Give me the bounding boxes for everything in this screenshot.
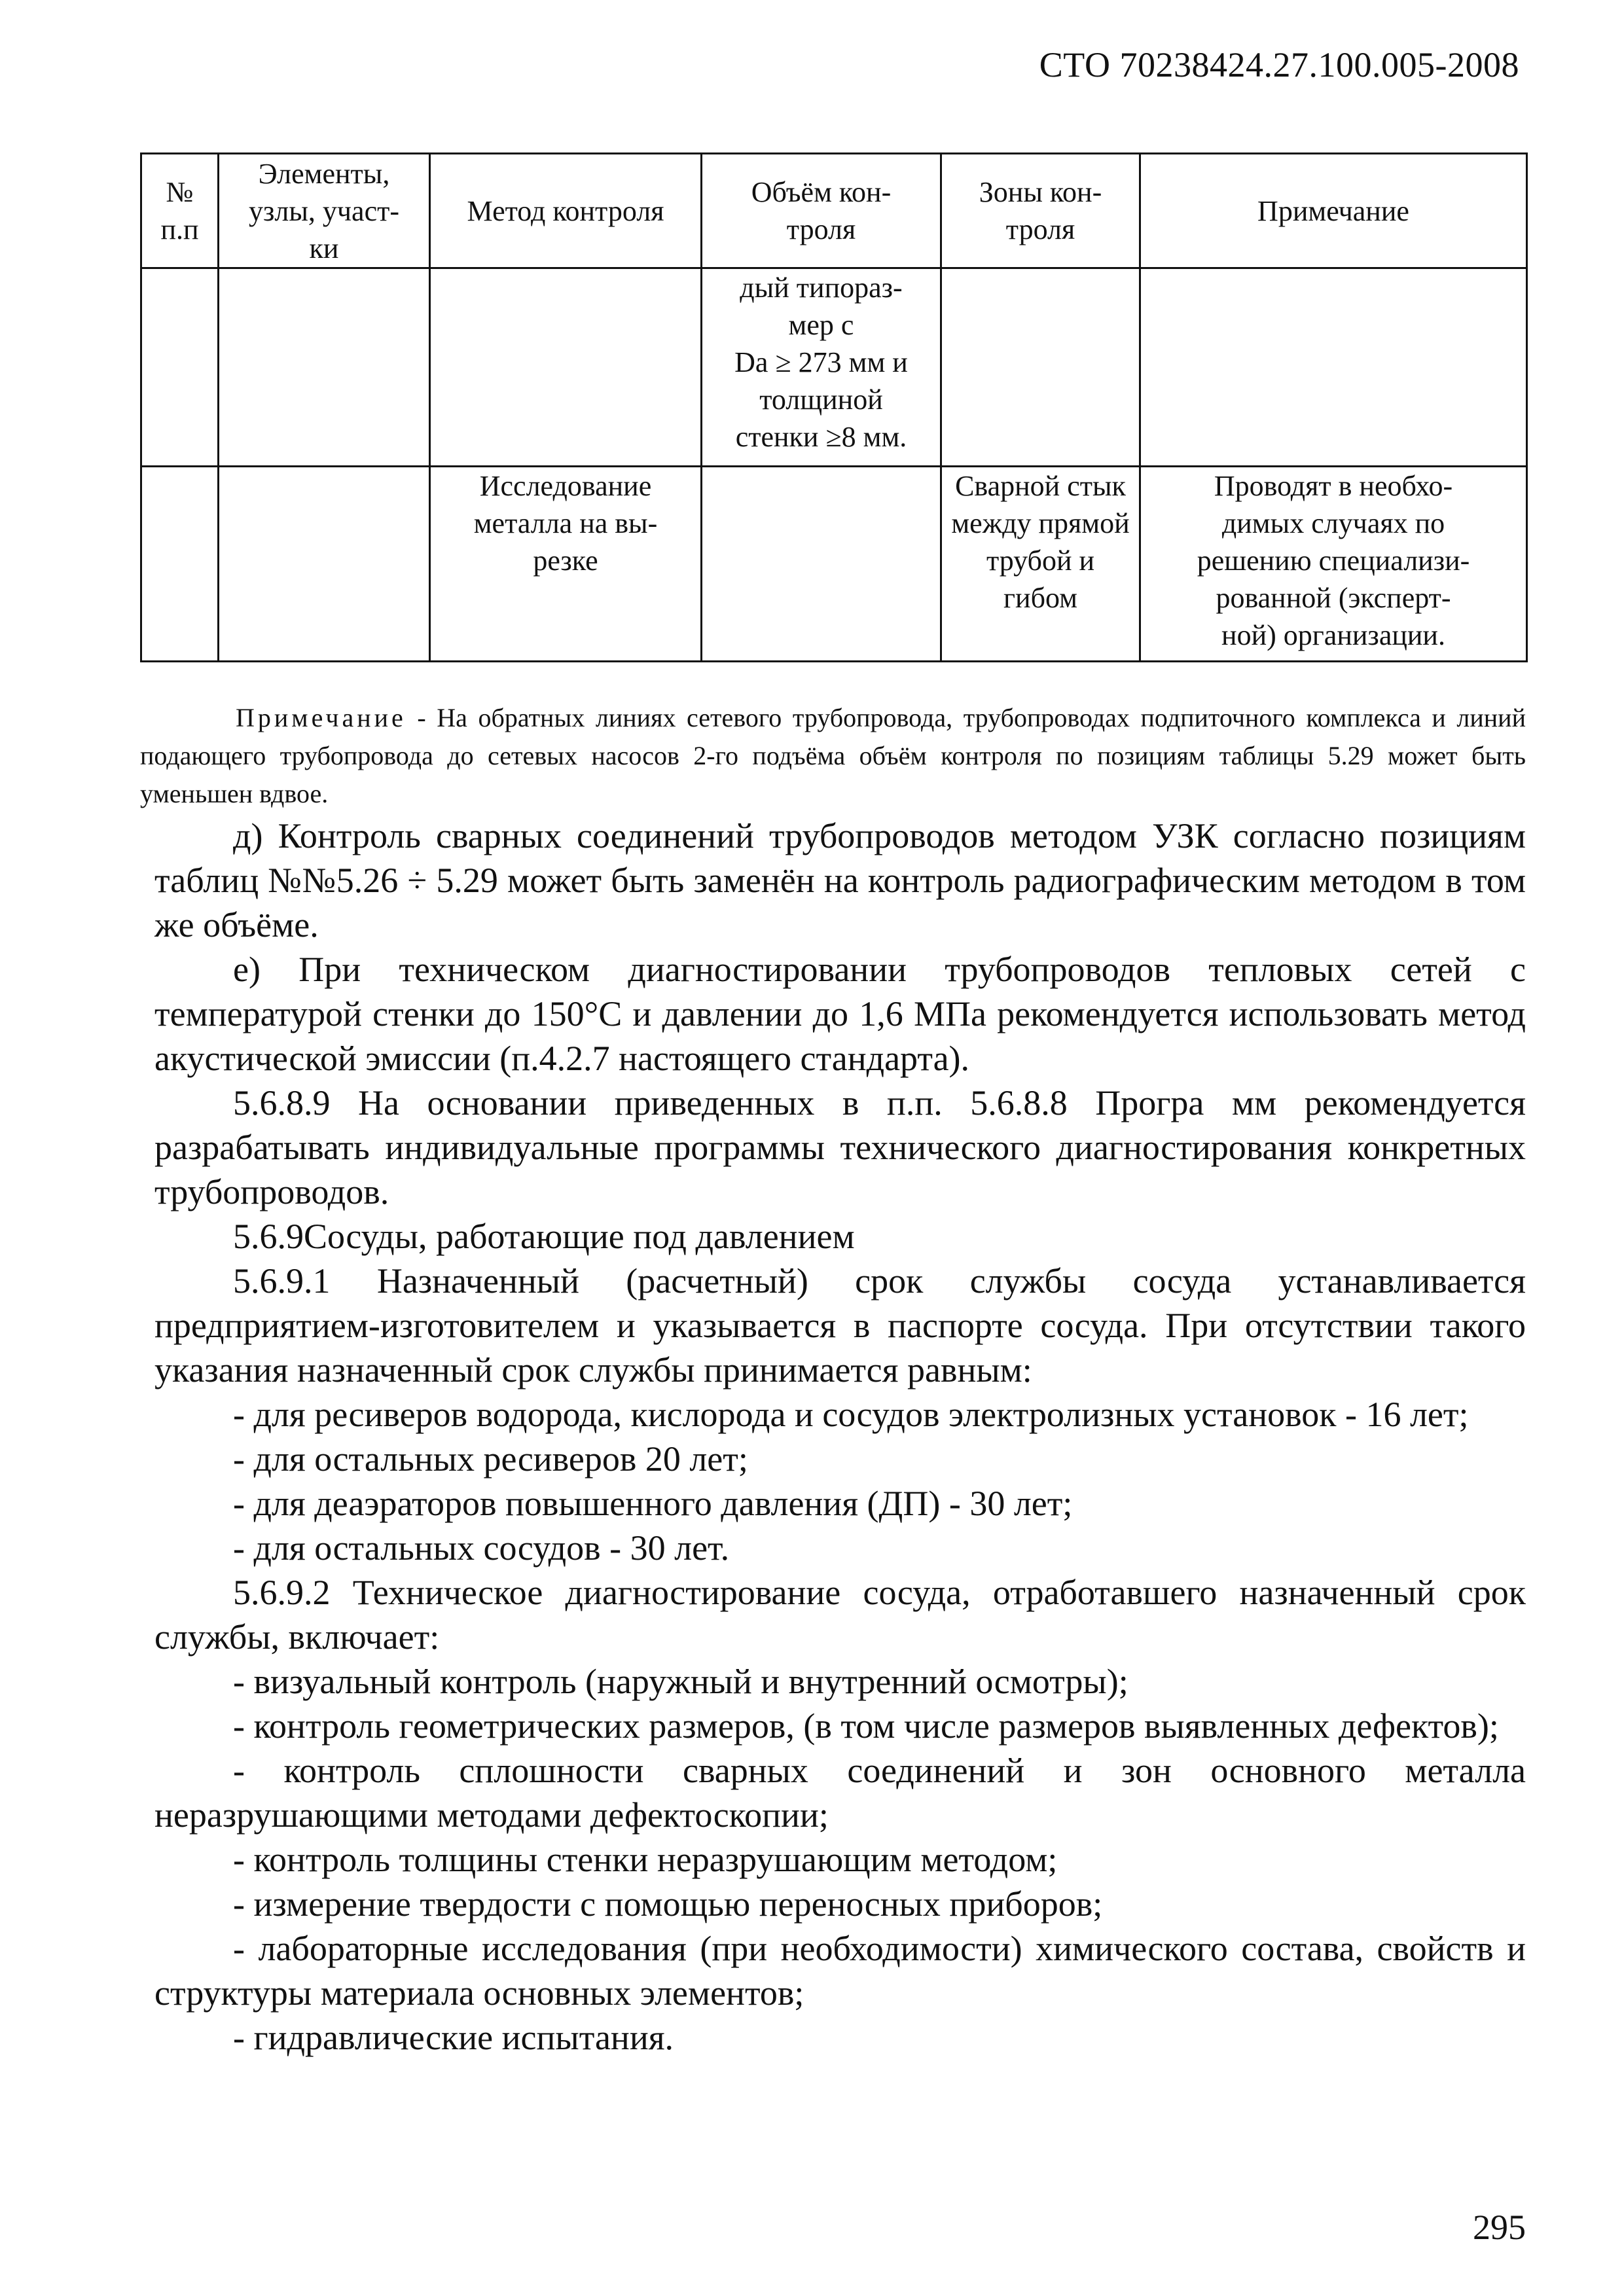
list-item: - для остальных ресиверов 20 лет; xyxy=(233,1439,748,1479)
table-row xyxy=(141,268,1527,467)
table-cell xyxy=(430,268,702,467)
table-cell-zones: Сварной стык между прямой трубой и гибом xyxy=(941,467,1140,662)
list-item: - для деаэраторов повышенного давления (ДП) - 30 лет; xyxy=(233,1484,1073,1523)
table-cell-method: Исследование металла на вы- резке xyxy=(430,467,702,662)
paragraph: д) Контроль сварных соединений трубопроводов методом УЗК согласно позициям таблиц №№5.26 ÷ 5.29 может быть заменён на контроль радиографическим методом в том же объёме. xyxy=(154,816,1526,944)
table-cell xyxy=(941,268,1140,467)
list-item: - гидравлические испытания. xyxy=(233,2018,674,2057)
note-text: - На обратных линиях сетевого трубопровода, трубопроводах подпиточного комплекса и линий подающего трубопровода до сетевых насосов 2-го подъёма объём контроля по позициям таблицы 5.29 может быть уменьшен вдвое. xyxy=(140,703,1526,808)
table-header-row xyxy=(141,154,1527,268)
list-item: - для остальных сосудов - 30 лет. xyxy=(233,1528,730,1568)
document-code: СТО 70238424.27.100.005-2008 xyxy=(1039,45,1519,84)
paragraph: 5.6.8.9 На основании приведенных в п.п. 5.6.8.8 Програ мм рекомендуется разрабатывать индивидуальные программы технического диагностирования конкретных трубопроводов. xyxy=(154,1083,1526,1211)
column-header-remark: Примечание xyxy=(1140,154,1527,268)
column-header-method: Метод контроля xyxy=(430,154,702,268)
table-cell-remark: Проводят в необхо- димых случаях по решению специализи- рованной (эксперт- ной) организации. xyxy=(1140,467,1527,662)
list-item: - визуальный контроль (наружный и внутренний осмотры); xyxy=(233,1662,1128,1701)
table-cell-volume: дый типораз- мер с Da ≥ 273 мм и толщиной стенки ≥8 мм. xyxy=(702,268,941,467)
paragraph: 5.6.9.1 Назначенный (расчетный) срок службы сосуда устанавливается предприятием-изготовителем и указывается в паспорте сосуда. При отсутствии такого указания назначенный срок службы принимается равным: xyxy=(154,1261,1526,1390)
paragraph: е) При техническом диагностировании трубопроводов тепловых сетей с температурой стенки до 150°С и давлении до 1,6 МПа рекомендуется использовать метод акустической эмиссии (п.4.2.7 настоящего стандарта). xyxy=(154,950,1526,1078)
body-text xyxy=(154,814,1526,2060)
section-heading: 5.6.9Сосуды, работающие под давлением xyxy=(233,1217,855,1256)
table-cell xyxy=(1140,268,1527,467)
list-item: - контроль геометрических размеров, (в том числе размеров выявленных дефектов); xyxy=(233,1706,1499,1746)
column-header-number: № п.п xyxy=(141,154,219,268)
table-cell xyxy=(141,467,219,662)
list-item: - измерение твердости с помощью переносных приборов; xyxy=(233,1884,1103,1924)
table-row xyxy=(141,467,1527,662)
list-item: - лабораторные исследования (при необходимости) химического состава, свойств и структуры материала основных элементов; xyxy=(154,1929,1526,2013)
column-header-volume: Объём кон- троля xyxy=(702,154,941,268)
column-header-elements: Элементы, узлы, участ- ки xyxy=(219,154,430,268)
table-cell xyxy=(219,268,430,467)
list-item: - контроль сплошности сварных соединений и зон основного металла неразрушающими методами дефектоскопии; xyxy=(154,1751,1526,1835)
list-item: - контроль толщины стенки неразрушающим методом; xyxy=(233,1840,1058,1879)
table-cell xyxy=(702,467,941,662)
table-cell xyxy=(141,268,219,467)
page-number: 295 xyxy=(1473,2208,1526,2247)
control-table xyxy=(140,152,1528,662)
paragraph: 5.6.9.2 Техническое диагностирование сосуда, отработавшего назначенный срок службы, включает: xyxy=(154,1573,1526,1657)
table-cell xyxy=(219,467,430,662)
note-label: Примечание xyxy=(236,703,406,732)
table-note xyxy=(140,699,1526,813)
column-header-zones: Зоны кон- троля xyxy=(941,154,1140,268)
list-item: - для ресиверов водорода, кислорода и сосудов электролизных установок - 16 лет; xyxy=(233,1395,1469,1434)
